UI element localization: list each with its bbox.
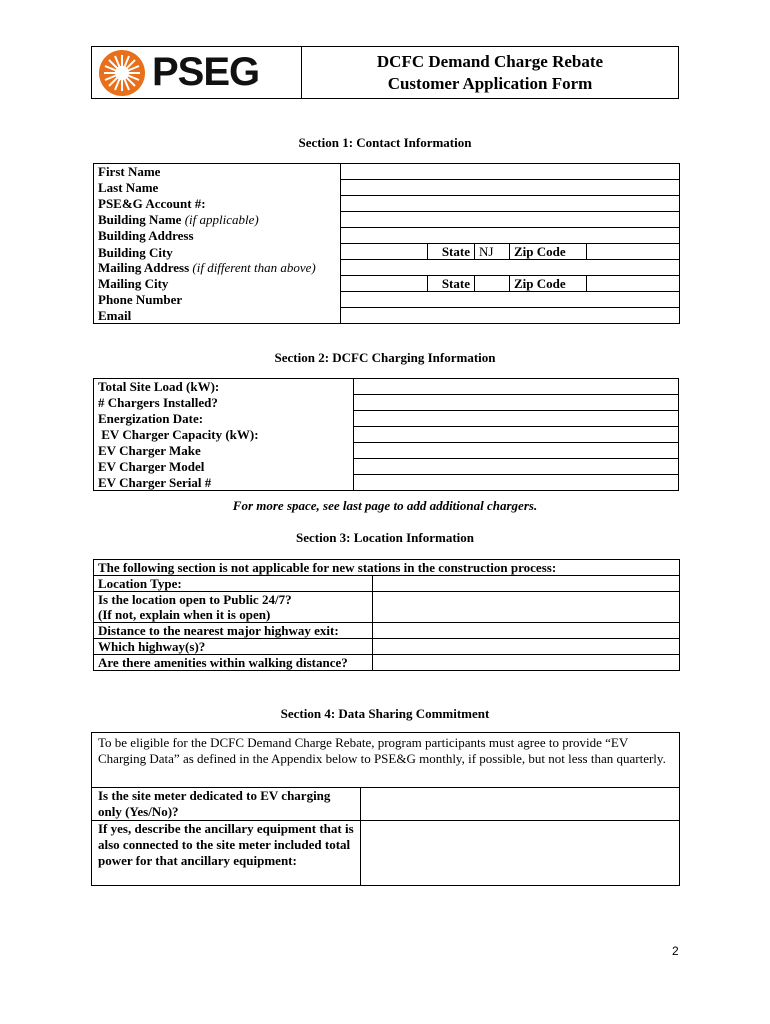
building-name-label: Building Name (if applicable) [94, 212, 341, 228]
email-field[interactable] [341, 308, 680, 324]
location-info-table [93, 559, 680, 671]
building-city-row [341, 244, 680, 260]
mailing-zip-code-label: Zip Code [510, 276, 587, 291]
logo-text: PSEG [152, 50, 260, 94]
form-title [302, 47, 678, 98]
last-name-field[interactable] [341, 180, 680, 196]
section3-intro: The following section is not applicable for new stations in the construction process: [94, 560, 680, 576]
mailing-city-field[interactable] [341, 276, 428, 291]
charger-capacity-label: EV Charger Capacity (kW): [94, 427, 354, 443]
mailing-address-field[interactable] [341, 260, 680, 276]
charger-make-field[interactable] [354, 443, 679, 459]
chargers-installed-field[interactable] [354, 395, 679, 411]
data-sharing-paragraph: To be eligible for the DCFC Demand Charge Rebate, program participants must agree to provide “EV Charging Data” as defined in the Appendix below to PSE&G monthly, if possible, but not less than quarterly. [92, 733, 680, 788]
site-meter-answer-field[interactable] [361, 788, 680, 821]
account-number-label: PSE&G Account #: [94, 196, 341, 212]
building-address-field[interactable] [341, 228, 680, 244]
logo-cell [92, 47, 302, 98]
additional-chargers-note: For more space, see last page to add additional chargers. [232, 498, 538, 513]
mailing-state-label: State [428, 276, 475, 291]
mailing-city-label: Mailing City [94, 276, 341, 292]
highway-distance-field[interactable] [373, 623, 680, 639]
open-hours-label: (If not, explain when it is open) [94, 607, 373, 623]
building-city-label: Building City [94, 244, 341, 260]
location-type-field[interactable] [373, 576, 680, 592]
charger-serial-field[interactable] [354, 475, 679, 491]
open-to-public-label: Is the location open to Public 24/7? [94, 592, 373, 608]
charger-make-label: EV Charger Make [94, 443, 354, 459]
email-label: Email [94, 308, 341, 324]
section3-title: Section 3: Location Information [295, 530, 475, 545]
title-line-1: DCFC Demand Charge Rebate [376, 51, 604, 71]
which-highway-label: Which highway(s)? [94, 639, 373, 655]
chargers-installed-label: # Chargers Installed? [94, 395, 354, 411]
open-to-public-field[interactable] [373, 592, 680, 623]
data-sharing-table [91, 732, 680, 886]
zip-code-label: Zip Code [510, 244, 587, 259]
total-site-load-field[interactable] [354, 379, 679, 395]
building-name-note: (if applicable) [184, 211, 259, 227]
amenities-label: Are there amenities within walking distance? [94, 655, 373, 671]
charger-model-label: EV Charger Model [94, 459, 354, 475]
charger-serial-label: EV Charger Serial # [94, 475, 354, 491]
energization-date-label: Energization Date: [94, 411, 354, 427]
first-name-label: First Name [94, 164, 341, 180]
total-site-load-label: Total Site Load (kW): [94, 379, 354, 395]
form-header [91, 46, 679, 99]
charging-info-table [93, 378, 679, 491]
state-value[interactable]: NJ [475, 244, 510, 259]
title-line-2: Customer Application Form [387, 73, 593, 93]
mailing-zip-code-field[interactable] [587, 276, 679, 291]
building-name-field[interactable] [341, 212, 680, 228]
mailing-state-field[interactable] [475, 276, 510, 291]
page-number: 2 [672, 944, 679, 958]
contact-info-table [93, 163, 680, 324]
building-city-field[interactable] [341, 244, 428, 259]
location-type-label: Location Type: [94, 576, 373, 592]
phone-number-field[interactable] [341, 292, 680, 308]
which-highway-field[interactable] [373, 639, 680, 655]
section4-title: Section 4: Data Sharing Commitment [280, 706, 490, 721]
mailing-address-note: (if different than above) [192, 259, 316, 275]
charger-capacity-field[interactable] [354, 427, 679, 443]
charger-model-field[interactable] [354, 459, 679, 475]
ancillary-equipment-answer-field[interactable] [361, 821, 680, 886]
state-label: State [428, 244, 475, 259]
last-name-label: Last Name [94, 180, 341, 196]
pseg-sun-logo-icon [98, 49, 146, 97]
account-number-field[interactable] [341, 196, 680, 212]
site-meter-question: Is the site meter dedicated to EV charging only (Yes/No)? [92, 788, 361, 821]
phone-number-label: Phone Number [94, 292, 341, 308]
amenities-field[interactable] [373, 655, 680, 671]
first-name-field[interactable] [341, 164, 680, 180]
section2-title: Section 2: DCFC Charging Information [274, 350, 496, 365]
mailing-address-label: Mailing Address (if different than above) [94, 260, 341, 276]
ancillary-equipment-question: If yes, describe the ancillary equipment that is also connected to the site meter included total power for that ancillary equipment: [92, 821, 361, 886]
energization-date-field[interactable] [354, 411, 679, 427]
highway-distance-label: Distance to the nearest major highway exit: [94, 623, 373, 639]
mailing-city-row [341, 276, 680, 292]
zip-code-field[interactable] [587, 244, 679, 259]
section1-title: Section 1: Contact Information [298, 135, 472, 150]
building-address-label: Building Address [94, 228, 341, 244]
